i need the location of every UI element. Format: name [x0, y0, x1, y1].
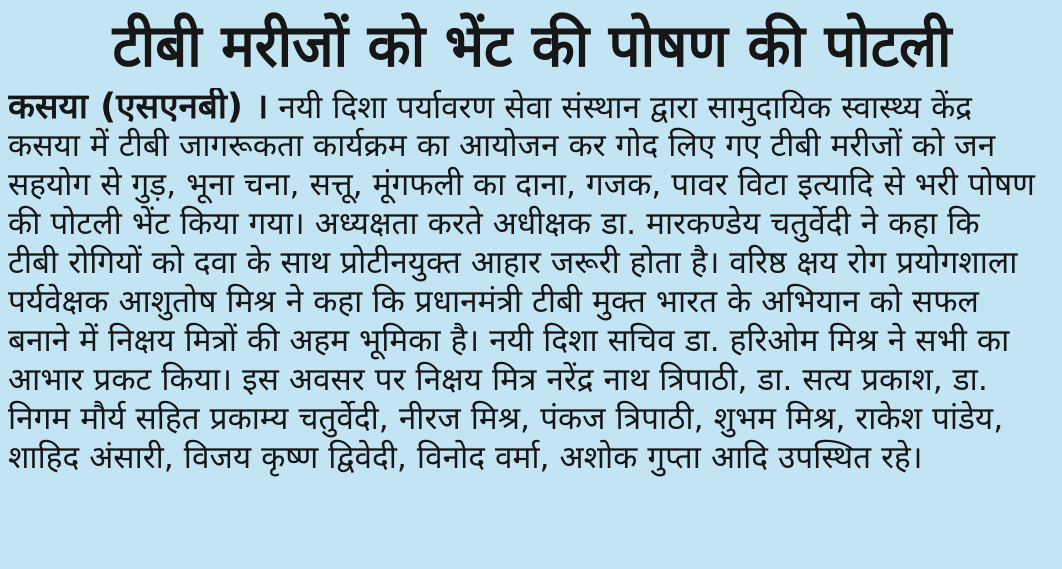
- article-line-2: कसया में टीबी जागरूकता कार्यक्रम का आयोजन कर गोद लिए गए टीबी मरीजों को जन: [8, 128, 996, 164]
- article-line-10: शाहिद अंसारी, विजय कृष्ण द्विवेदी, विनोद वर्मा, अशोक गुप्ता आदि उपस्थित रहे।: [8, 440, 923, 476]
- article-line-4: की पोटली भेंट किया गया। अध्यक्षता करते अधीक्षक डा. मारकण्डेय चतुर्वेदी ने कहा कि: [8, 206, 980, 242]
- article-line-9: निगम मौर्य सहित प्रकाम्य चतुर्वेदी, नीरज मिश्र, पंकज त्रिपाठी, शुभम मिश्र, राकेश पांडेय,: [8, 401, 1004, 437]
- article-line-1-text: नयी दिशा पर्यावरण सेवा संस्थान द्वारा सामुदायिक स्वास्थ्य केंद्र: [268, 90, 973, 126]
- article-line-7: बनाने में निक्षय मित्रों की अहम भूमिका है। नयी दिशा सचिव डा. हरिओम मिश्र ने सभी का: [8, 323, 1010, 359]
- article-line-1: [8, 88, 1056, 127]
- article-line-5: टीबी रोगियों को दवा के साथ प्रोटीनयुक्त आहार जरूरी होता है। वरिष्ठ क्षय रोग प्रयोगशाला: [8, 245, 1018, 281]
- dateline: कसया (एसएनबी) ।: [8, 88, 269, 127]
- article-line-6: पर्यवेक्षक आशुतोष मिश्र ने कहा कि प्रधानमंत्री टीबी मुक्त भारत के अभियान को सफल: [8, 284, 979, 320]
- article-line-3: सहयोग से गुड़, भूना चना, सत्तू, मूंगफली का दाना, गजक, पावर विटा इत्यादि से भरी पोषण: [8, 167, 1035, 203]
- article-body: [8, 88, 1056, 478]
- article-line-8: आभार प्रकट किया। इस अवसर पर निक्षय मित्र नरेंद्र नाथ त्रिपाठी, डा. सत्य प्रकाश, डा.: [8, 362, 988, 398]
- headline: टीबी मरीजों को भेंट की पोषण की पोटली: [112, 12, 952, 81]
